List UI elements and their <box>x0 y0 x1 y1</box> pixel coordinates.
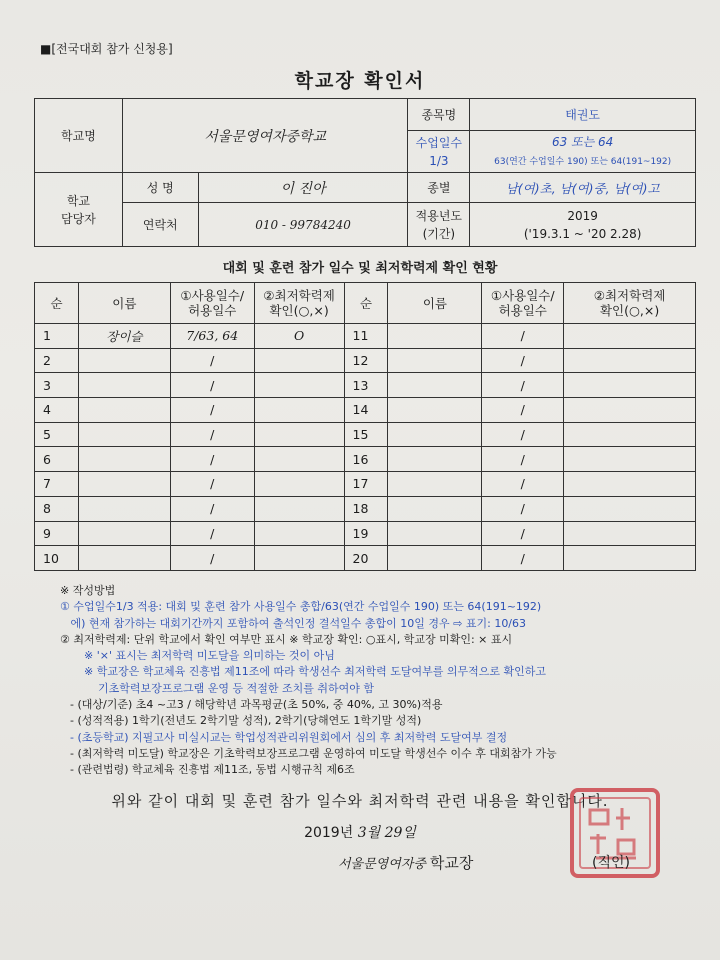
row-number: 17 <box>344 472 388 497</box>
staff-label-line1: 학교 <box>66 193 91 208</box>
student-name <box>388 546 482 571</box>
min-academic-check <box>564 324 696 349</box>
student-name <box>388 348 482 373</box>
used-days: / <box>170 546 254 571</box>
min-academic-check <box>564 422 696 447</box>
min-academic-check <box>254 447 344 472</box>
school-info-table <box>34 98 696 247</box>
instruction-line: - (초등학교) 지필고사 미실시교는 학업성적관리위원회에서 심의 후 최저학력 도달여부 결정 <box>70 730 508 744</box>
used-days: / <box>170 472 254 497</box>
column-header: ①사용일수/ 허용일수 <box>170 283 254 324</box>
min-academic-check <box>254 546 344 571</box>
table-row <box>35 373 696 398</box>
student-name <box>388 447 482 472</box>
row-number: 18 <box>344 496 388 521</box>
used-days: / <box>482 546 564 571</box>
year-label <box>408 203 470 247</box>
row-number: 7 <box>35 472 79 497</box>
student-name <box>388 373 482 398</box>
document-title: 학교장 확인서 <box>294 70 426 92</box>
row-number: 4 <box>35 398 79 423</box>
table-row <box>35 324 696 349</box>
used-days: / <box>170 447 254 472</box>
row-number: 13 <box>344 373 388 398</box>
student-name <box>78 447 170 472</box>
used-days: / <box>482 398 564 423</box>
row-number: 2 <box>35 348 79 373</box>
student-name <box>388 496 482 521</box>
year-value-line2: ('19.3.1 ~ '20 2.28) <box>523 226 642 241</box>
row-number: 6 <box>35 447 79 472</box>
class-days-label <box>408 131 470 173</box>
school-label: 학교명 <box>35 99 123 173</box>
student-name: 장이슬 <box>78 324 170 349</box>
division-label: 종별 <box>408 173 470 203</box>
min-academic-check <box>564 348 696 373</box>
min-academic-check <box>254 496 344 521</box>
year-value-line1: 2019 <box>567 208 598 223</box>
table-row <box>35 398 696 423</box>
student-name <box>78 472 170 497</box>
row-number: 10 <box>35 546 79 571</box>
column-header: 이름 <box>78 283 170 324</box>
column-header: ②최저학력제 확인(○,×) <box>254 283 344 324</box>
table-row <box>35 447 696 472</box>
min-academic-check <box>564 496 696 521</box>
column-header: ②최저학력제 확인(○,×) <box>564 283 696 324</box>
min-academic-check <box>254 422 344 447</box>
min-academic-check <box>254 373 344 398</box>
row-number: 1 <box>35 324 79 349</box>
used-days: / <box>170 373 254 398</box>
min-academic-check <box>254 348 344 373</box>
row-number: 16 <box>344 447 388 472</box>
row-number: 3 <box>35 373 79 398</box>
used-days: / <box>170 521 254 546</box>
instruction-line: 기초학력보장프로그램 운영 등 적절한 조치를 취하여야 함 <box>84 681 374 695</box>
row-number: 8 <box>35 496 79 521</box>
school-name-value: 서울문영여자중학교 <box>122 99 408 173</box>
student-name <box>78 422 170 447</box>
instruction-line: 에) 현재 참가하는 대회기간까지 포함하여 출석인정 결석일수 총합이 10일 경우 ⇨ 표기: 10/63 <box>60 616 527 630</box>
contact-label: 연락처 <box>122 203 198 247</box>
date-day: 29일 <box>384 825 416 841</box>
row-number: 19 <box>344 521 388 546</box>
confirmation-statement: 위와 같이 대회 및 훈련 참가 일수와 최저학력 관련 내용을 확인합니다. <box>111 792 609 810</box>
used-days: / <box>170 348 254 373</box>
instruction-line: - (성적적용) 1학기(전년도 2학기말 성적), 2학기(당해연도 1학기말 성적) <box>70 714 422 728</box>
event-value: 태권도 <box>470 99 696 131</box>
year-value <box>470 203 696 247</box>
participation-table <box>34 282 696 571</box>
student-name <box>388 398 482 423</box>
class-days-label-line2: 1/3 <box>429 153 449 168</box>
writing-instructions <box>60 583 700 779</box>
used-days: / <box>482 348 564 373</box>
seal-label: (직인) <box>592 855 630 871</box>
row-number: 9 <box>35 521 79 546</box>
student-name <box>388 521 482 546</box>
used-days: / <box>482 496 564 521</box>
instruction-line: - (관련법령) 학교체육 진흥법 제11조, 동법 시행규칙 제6조 <box>70 763 355 777</box>
column-header: ①사용일수/ 허용일수 <box>482 283 564 324</box>
used-days: / <box>170 398 254 423</box>
min-academic-check <box>564 447 696 472</box>
student-name <box>388 422 482 447</box>
date-month: 3월 <box>357 825 381 841</box>
instruction-line: ② 최저학력제: 단위 학교에서 확인 여부만 표시 ※ 학교장 확인: ○표시, 학교장 미확인: × 표시 <box>60 632 513 646</box>
used-days: / <box>482 422 564 447</box>
instruction-line: ※ '×' 표시는 최저학력 미도달을 의미하는 것이 아님 <box>84 649 335 663</box>
min-academic-check <box>564 546 696 571</box>
min-academic-check <box>254 472 344 497</box>
student-name <box>78 496 170 521</box>
principal-school-handwritten: 서울문영여자중 <box>338 857 426 872</box>
table-row <box>35 472 696 497</box>
min-academic-check <box>564 398 696 423</box>
student-name <box>78 546 170 571</box>
student-name <box>78 348 170 373</box>
class-days-label-line1: 수업일수 <box>415 135 463 150</box>
min-academic-check <box>254 398 344 423</box>
student-name <box>78 521 170 546</box>
instruction-line: - (최저학력 미도달) 학교장은 기초학력보장프로그램 운영하여 미도달 학생선수 이수 후 대회참가 가능 <box>70 746 557 760</box>
row-number: 12 <box>344 348 388 373</box>
row-number: 20 <box>344 546 388 571</box>
division-value: 남(여)초, 남(여)중, 남(여)고 <box>470 173 696 203</box>
class-days-value-line2: 63(연간 수업일수 190) 또는 64(191~192) <box>494 156 672 167</box>
used-days: / <box>482 472 564 497</box>
staff-label <box>35 173 123 247</box>
class-days-value-line1: 63 또는 64 <box>551 134 614 149</box>
form-type-label: ■[전국대회 참가 신청용] <box>40 42 173 56</box>
table-row <box>35 521 696 546</box>
table-header-row <box>35 283 696 324</box>
table-row <box>35 496 696 521</box>
used-days: / <box>482 521 564 546</box>
min-academic-check: O <box>254 324 344 349</box>
student-name <box>388 324 482 349</box>
event-label: 종목명 <box>408 99 470 131</box>
used-days: 7/63, 64 <box>170 324 254 349</box>
staff-label-line2: 담당자 <box>61 211 96 226</box>
instruction-line: ※ 작성방법 <box>60 584 116 597</box>
row-number: 5 <box>35 422 79 447</box>
year-label-line2: (기간) <box>422 226 456 241</box>
row-number: 15 <box>344 422 388 447</box>
principal-title: 학교장 <box>429 854 474 872</box>
table-row <box>35 546 696 571</box>
section-title: 대회 및 훈련 참가 일수 및 최저학력제 확인 현황 <box>222 261 498 276</box>
used-days: / <box>170 422 254 447</box>
name-label: 성 명 <box>122 173 198 203</box>
principal-signature-line <box>338 852 473 873</box>
used-days: / <box>170 496 254 521</box>
contact-value: 010 - 99784240 <box>198 203 408 247</box>
table-row <box>35 422 696 447</box>
min-academic-check <box>564 472 696 497</box>
min-academic-check <box>254 521 344 546</box>
instruction-line: - (대상/기준) 초4 ~고3 / 해당학년 과목평균(초 50%, 중 40%, 고 30%)적용 <box>70 698 443 712</box>
row-number: 11 <box>344 324 388 349</box>
min-academic-check <box>564 373 696 398</box>
name-value: 이 진아 <box>198 173 408 203</box>
min-academic-check <box>564 521 696 546</box>
table-row <box>35 348 696 373</box>
row-number: 14 <box>344 398 388 423</box>
student-name <box>388 472 482 497</box>
column-header: 순 <box>344 283 388 324</box>
instruction-line: ① 수업일수1/3 적용: 대회 및 훈련 참가 사용일수 총합/63(연간 수업일수 190) 또는 64(191~192) <box>60 600 542 614</box>
student-name <box>78 373 170 398</box>
year-label-line1: 적용년도 <box>415 208 463 223</box>
instruction-line: ※ 학교장은 학교체육 진흥법 제11조에 따라 학생선수 최저학력 도달여부를 의무적으로 확인하고 <box>84 665 546 679</box>
column-header: 순 <box>35 283 79 324</box>
class-days-value <box>470 131 696 173</box>
used-days: / <box>482 324 564 349</box>
used-days: / <box>482 373 564 398</box>
column-header: 이름 <box>388 283 482 324</box>
student-name <box>78 398 170 423</box>
used-days: / <box>482 447 564 472</box>
date-year: 2019년 <box>304 825 354 841</box>
